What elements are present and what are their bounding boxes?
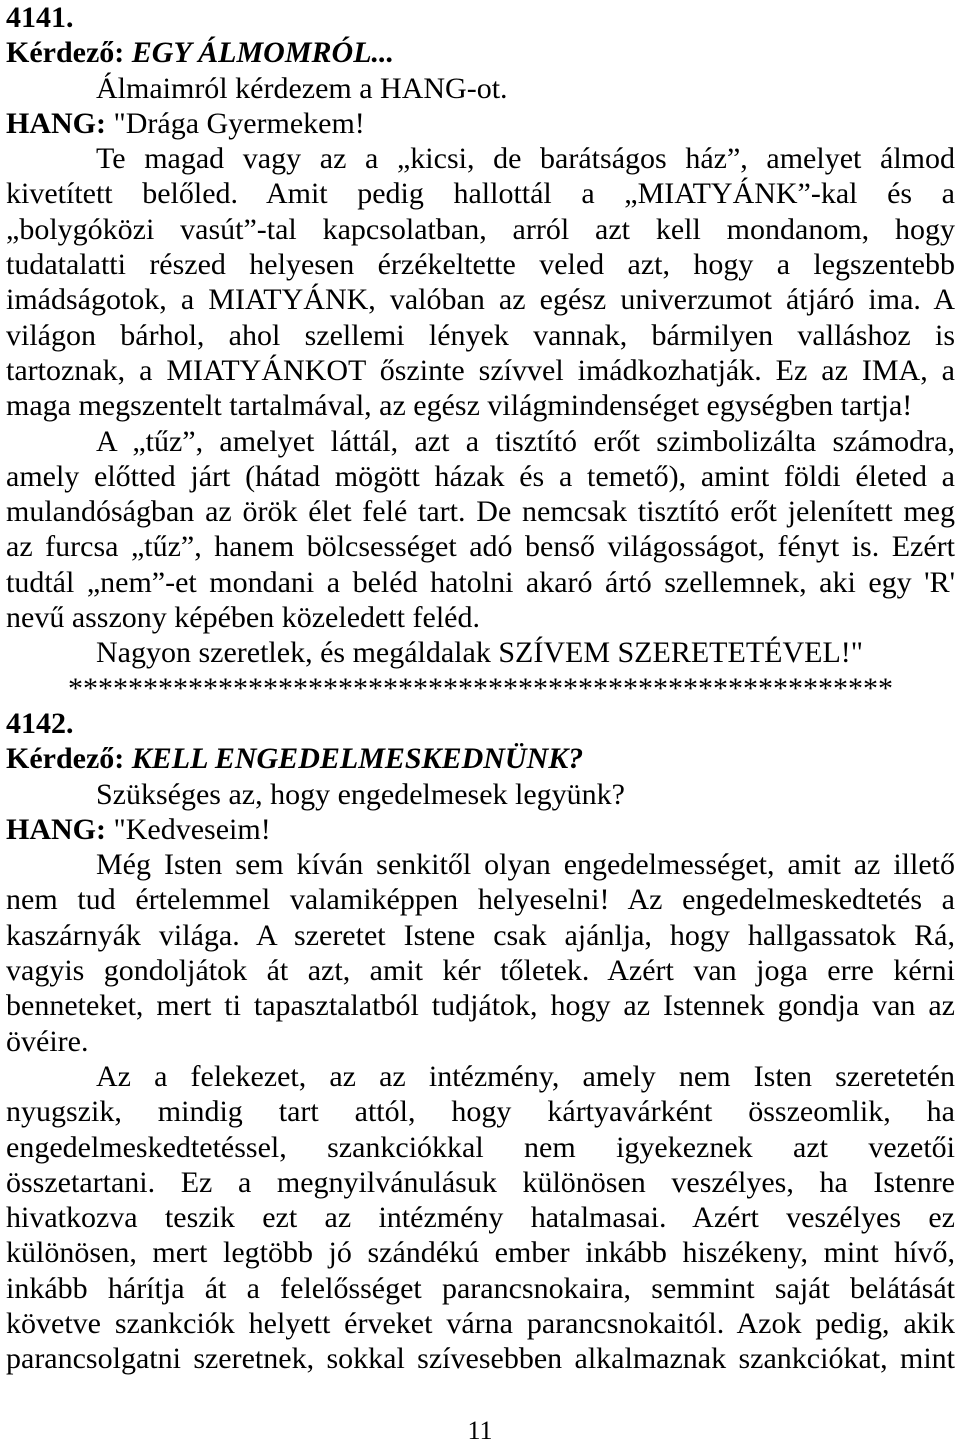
question-title: KELL ENGEDELMESKEDNÜNK? [131, 742, 584, 776]
entry [6, 0, 955, 671]
text-line: Nagyon szeretlek, és megáldalak SZÍVEM SZERETETÉVEL!" [96, 636, 864, 670]
text-line: világon bárhol, ahol szellemi lények vannak, bármilyen valláshoz is [6, 318, 955, 352]
text-line: vagyis gondoljátok át azt, amit kér tőletek. Azért van joga erre kérni [6, 954, 955, 988]
text-line: az furcsa „tűz”, hanem bölcsességet adó benső világosságot, fényt is. Ezért [6, 530, 955, 564]
text-line: nem tud értelemmel valamiképpen helyeselni! Az engedelmeskedtetés a [6, 883, 955, 917]
text-line: maga megszentelt tartalmával, az egész világmindenséget egységben tartja! [6, 389, 913, 423]
text-line: Még Isten sem kíván senkitől olyan engedelmességet, amit az illető [96, 848, 955, 882]
text-line: kaszárnyák világa. A szeretet Istene csak ajánlja, hogy hallgassatok Rá, [6, 918, 955, 952]
question-heading [6, 35, 955, 70]
text-line: mulandóságban az örök élet felé tart. De nemcsak tisztító erőt jelenített meg [6, 495, 955, 529]
text-line: inkább hárítja át a felelősséget parancsnokaira, semmint saját belátását [6, 1271, 955, 1305]
text-line: kivetített belőled. Amit pedig hallottál a „MIATYÁNK”-kal és a [6, 177, 955, 211]
text-line: övéire. [6, 1024, 89, 1058]
question-label: Kérdező: [6, 36, 125, 70]
answer-opening: "Kedveseim! [113, 812, 271, 846]
page-number: 11 [467, 1416, 493, 1445]
text-line: benneteket, mert ti tapasztalatból tudjátok, hogy az Istennek gondja van az [6, 989, 955, 1023]
text-line: Az a felekezet, az az intézmény, amely nem Isten szeretetén [96, 1059, 955, 1093]
answer-paragraph [6, 847, 955, 1059]
answer-heading [6, 106, 955, 141]
answer-heading [6, 812, 955, 847]
answer-label: HANG: [6, 106, 106, 140]
text-line: nevű asszony képében közeledett feléd. [6, 601, 480, 635]
text-line: parancsolgatni szeretnek, sokkal szívesebben alkalmaznak szankciókat, mint [6, 1342, 955, 1376]
answer-paragraph [6, 1059, 955, 1377]
answer-paragraph [6, 424, 955, 636]
text-line: nyugszik, mindig tart attól, hogy kártyavárként összeomlik, ha [6, 1095, 955, 1129]
text-line: A „tűz”, amelyet láttál, azt a tisztító erőt szimbolizálta számodra, [96, 424, 955, 458]
question-text: Szükséges az, hogy engedelmesek legyünk? [96, 777, 625, 811]
answer-paragraph [6, 635, 955, 670]
text-line: engedelmeskedtetéssel, szankciókkal nem igyekeznek azt vezetői [6, 1130, 955, 1164]
separator-line: ******************************************************* [68, 671, 893, 705]
text-line: tudtál „nem”-et mondani a beléd hatolni akaró ártó szellemnek, aki egy 'R' [6, 565, 955, 599]
entry [6, 706, 955, 1377]
text-line: imádságotok, a MIATYÁNK, valóban az egész univerzumot átjáró ima. A [6, 283, 955, 317]
question-title: EGY ÁLMOMRÓL... [131, 36, 395, 70]
text-line: amely előtted járt (hátad mögött házak és a temető), amint földi életed a [6, 459, 955, 493]
answer-label: HANG: [6, 812, 106, 846]
text-line: tartoznak, a MIATYÁNKOT őszinte szívvel imádkozhatják. Ez az IMA, a [6, 353, 955, 387]
answer-opening: "Drága Gyermekem! [113, 106, 365, 140]
text-line: „bolygóközi vasút”-tal kapcsolatban, arról azt kell mondanom, hogy [6, 212, 955, 246]
text-line: követve szankciók helyett érveket várna parancsnokaitól. Azok pedig, akik [6, 1306, 955, 1340]
entry-number: 4141. [6, 1, 74, 34]
text-line: tudatalatti részed helyesen érzékeltette veled azt, hogy a legszentebb [6, 248, 955, 282]
question-heading [6, 741, 955, 776]
text-line: hivatkozva teszik ezt az intézmény hatalmasai. Azért veszélyes ez [6, 1201, 955, 1235]
answer-paragraph [6, 141, 955, 423]
question-text: Álmaimról kérdezem a HANG-ot. [96, 71, 508, 105]
text-line: különösen, mert legtöbb jó szándékú ember inkább hiszékeny, mint hívő, [6, 1236, 955, 1270]
entry-number: 4142. [6, 706, 74, 740]
page-body [6, 0, 955, 1377]
text-line: Te magad vagy az a „kicsi, de barátságos ház”, amelyet álmod [96, 142, 955, 176]
text-line: összetartani. Ez a megnyilvánulásuk különösen veszélyes, ha Istenre [6, 1165, 955, 1199]
question-label: Kérdező: [6, 742, 125, 776]
